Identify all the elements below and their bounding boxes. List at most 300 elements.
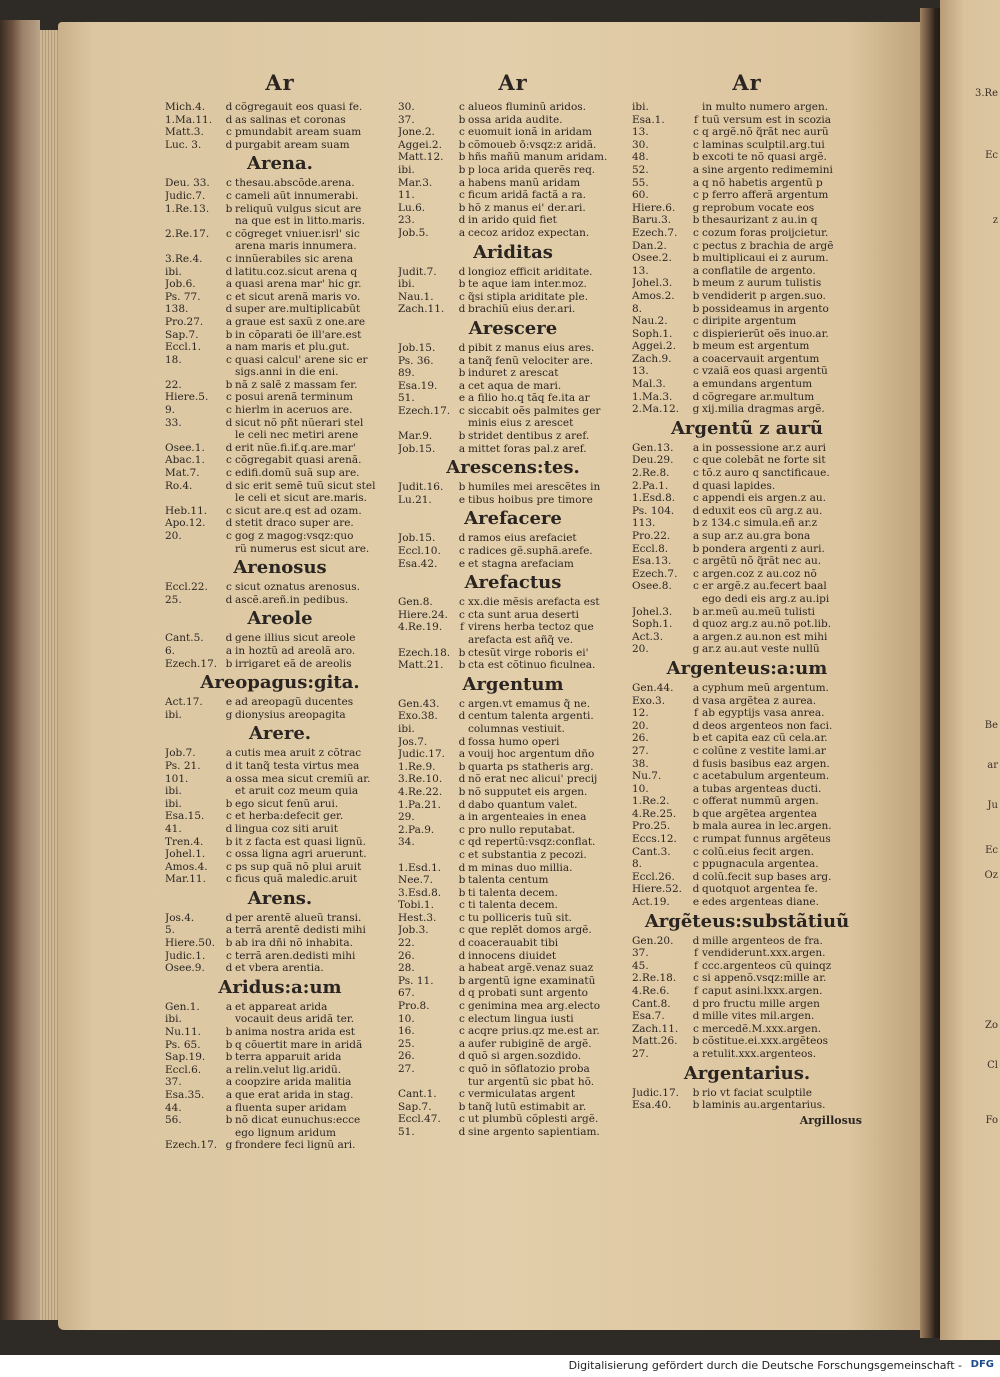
citation-ref: 13. (632, 365, 649, 378)
quotation-text: edifi.domũ suã sup are. (235, 467, 360, 480)
quotation-text: mille argenteos de fra. (702, 934, 823, 947)
concordance-line (165, 962, 395, 975)
concordance-line (165, 215, 395, 228)
concordance-line (632, 517, 862, 530)
citation-ref: Eccl.1. (165, 341, 202, 354)
section-letter: b (692, 151, 700, 164)
concordance-line (165, 329, 395, 342)
concordance-line (165, 316, 395, 329)
section-letter: c (226, 391, 232, 404)
concordance-line (398, 1038, 628, 1051)
quotation-text: appendi eis argen.z au. (702, 492, 826, 505)
section-letter: c (693, 467, 699, 480)
section-letter: b (458, 785, 466, 798)
quotation-text: nam maris et plu.gut. (235, 341, 350, 354)
section-letter: c (226, 467, 232, 480)
citation-ref: Sap.7. (165, 328, 199, 341)
citation-ref: Ps. 11. (398, 974, 434, 987)
quotation-text: quõ in sõflatozio proba (468, 1063, 590, 1075)
section-letter: d (692, 694, 700, 707)
section-letter: c (459, 848, 465, 861)
concordance-line (398, 773, 628, 786)
concordance-line (165, 429, 395, 442)
concordance-line (165, 1114, 395, 1127)
quotation-text: anima nostra arida est (235, 1026, 356, 1039)
section-letter: a (225, 341, 233, 354)
section-letter: c (226, 126, 232, 139)
citation-ref: Johel.3. (632, 605, 673, 618)
quotation-text: le celi et sicut are.maris. (235, 492, 367, 505)
citation-ref: 2.Pa.1. (632, 479, 669, 492)
section-letter: c (226, 848, 232, 861)
concordance-line (165, 454, 395, 467)
quotation-text: reprobum vocate eos (702, 201, 815, 214)
quotation-text: et aruit coz meum quia (235, 785, 359, 798)
quotation-text: ficum aridã factã a ra. (468, 189, 586, 202)
citation-ref: 1.Re.9. (398, 760, 436, 773)
section-letter: c (226, 353, 232, 366)
concordance-line (398, 114, 628, 127)
citation-ref: Matt.3. (165, 126, 204, 139)
section-letter: b (692, 1035, 700, 1048)
citation-ref: Hest.3. (398, 911, 437, 924)
quotation-text: dispierierũt oẽs inuo.ar. (702, 327, 829, 340)
section-letter: b (225, 1114, 233, 1127)
quotation-text: laminis au.argentarius. (702, 1099, 826, 1112)
concordance-line (632, 606, 862, 619)
section-letter: c (693, 744, 699, 757)
concordance-line (632, 846, 862, 859)
section-letter: c (226, 581, 232, 594)
quotation-text: excoti te nõ quasi argẽ. (702, 151, 827, 164)
quotation-text: terrã arentẽ dedisti mihi (235, 924, 366, 937)
section-letter: c (226, 290, 232, 303)
quotation-text: ramos eius arefaciet (468, 532, 577, 545)
concordance-line (165, 1076, 395, 1089)
section-letter: c (693, 226, 699, 239)
citation-ref: 89. (398, 367, 415, 380)
quotation-text: coacerauabit tibi (468, 937, 559, 950)
concordance-line (165, 1089, 395, 1102)
section-letter (223, 1013, 235, 1026)
quotation-text: mala aurea in lec.argen. (702, 820, 832, 833)
concordance-line (632, 151, 862, 164)
citation-ref: Amos.4. (165, 860, 208, 873)
concordance-line (632, 808, 862, 821)
concordance-line (165, 836, 395, 849)
concordance-line (165, 1102, 395, 1115)
concordance-line (165, 404, 395, 417)
section-letter: b (225, 1051, 233, 1064)
section-letter: a (225, 747, 233, 760)
concordance-line (632, 290, 862, 303)
section-letter: b (458, 974, 466, 987)
section-letter: b (692, 302, 700, 315)
section-letter: a (458, 379, 466, 392)
section-letter: a (692, 1047, 700, 1060)
citation-ref: 18. (165, 353, 182, 366)
quotation-text: in cõparati õe ill'are.est (235, 328, 362, 341)
concordance-line (632, 265, 862, 278)
citation-ref (165, 543, 223, 556)
section-letter: b (458, 1100, 466, 1113)
section-letter: a (225, 1000, 233, 1013)
quotation-text: colũ.fecit sup bases arg. (702, 870, 832, 883)
section-letter (223, 366, 235, 379)
section-letter: c (459, 189, 465, 202)
section-letter: b (458, 430, 466, 443)
concordance-line (398, 227, 628, 240)
quotation-text: pibit z manus eius ares. (468, 341, 595, 354)
concordance-line (398, 621, 628, 634)
section-letter: c (459, 596, 465, 609)
concordance-line (632, 126, 862, 139)
section-letter: d (225, 911, 233, 924)
next-page-fragment: Zo (985, 1020, 998, 1031)
citation-ref: Osee.8. (632, 580, 672, 593)
citation-ref: 20. (165, 530, 182, 542)
quotation-text: siccabit oẽs palmites ger (468, 404, 601, 417)
section-letter: b (458, 367, 466, 380)
concordance-line (398, 975, 628, 988)
citation-ref: 30. (632, 138, 649, 151)
citation-ref: 20. (632, 643, 649, 656)
entry-heading: Areopagus:gita. (200, 672, 360, 694)
section-letter: a (692, 176, 700, 189)
section-letter: d (458, 949, 466, 962)
quotation-text: thesaurizant z au.in q (702, 214, 818, 227)
section-letter: b (692, 732, 700, 745)
concordance-line (165, 391, 395, 404)
concordance-line (165, 848, 395, 861)
quotation-text: que argẽtea argentea (702, 807, 817, 820)
quotation-text: centum talenta argenti. (468, 710, 594, 723)
concordance-line (165, 228, 395, 241)
citation-ref: Gen.8. (398, 596, 433, 609)
concordance-line (398, 748, 628, 761)
column-2 (398, 70, 628, 1139)
quotation-text: stetit draco super are. (235, 517, 354, 530)
concordance-line (165, 1039, 395, 1052)
section-letter: c (693, 833, 699, 846)
citation-ref: Apo.12. (165, 517, 206, 530)
citation-ref: Mich.4. (165, 101, 206, 113)
quotation-text: xx.die mẽsis arefacta est (468, 596, 600, 609)
quotation-text: in hoztũ ad areolã aro. (235, 644, 356, 657)
section-letter: g (692, 403, 700, 416)
concordance-line (398, 392, 628, 405)
concordance-line (398, 532, 628, 545)
concordance-line (398, 355, 628, 368)
quotation-text: posui arenã terminum (235, 391, 353, 404)
citation-ref: Deu. 33. (165, 177, 210, 190)
citation-ref: Zach.11. (632, 1022, 679, 1035)
citation-ref: Eccl.8. (632, 542, 669, 555)
concordance-line (165, 139, 395, 152)
section-letter: d (692, 479, 700, 492)
dfg-logo: DFG (970, 1359, 994, 1370)
section-letter: a (458, 176, 466, 189)
citation-ref: Johel.1. (165, 848, 206, 861)
quotation-text: te aque iam inter.moz. (468, 278, 587, 291)
citation-ref: 28. (398, 962, 415, 975)
concordance-line (165, 924, 395, 937)
concordance-line (632, 783, 862, 796)
quotation-text: ad areopagũ ducentes (235, 696, 354, 709)
concordance-line (165, 581, 395, 594)
quotation-text: quarta ps statheris arg. (468, 760, 594, 773)
concordance-line (632, 303, 862, 316)
quotation-text: cozum foras proijcietur. (702, 226, 829, 239)
citation-ref: Zach.11. (398, 303, 445, 316)
section-letter: a (692, 530, 700, 542)
quotation-text: argen.vt emamus q̃ ne. (468, 697, 591, 710)
section-letter: b (458, 201, 466, 214)
citation-ref: Gen.44. (632, 681, 674, 694)
citation-ref: Ezech.7. (632, 567, 678, 580)
section-letter: e (458, 493, 466, 506)
quotation-text: si appenõ.vsqz:mille ar. (702, 972, 827, 985)
running-head: Ar (498, 70, 528, 95)
concordance-line (632, 467, 862, 480)
concordance-line (398, 202, 628, 215)
concordance-line (398, 266, 628, 279)
quotation-text: q argẽ.nõ q̃rãt nec aurũ (702, 126, 829, 139)
concordance-line (632, 883, 862, 896)
quotation-text: colũne z vestite lami.ar (702, 744, 826, 757)
citation-ref: Esa.7. (632, 1010, 665, 1023)
citation-ref: 48. (632, 151, 649, 164)
concordance-line (632, 896, 862, 909)
quotation-text: ascẽ.areñ.in pedibus. (235, 593, 349, 606)
section-letter: c (459, 290, 465, 303)
section-letter: c (693, 315, 699, 328)
citation-ref: 25. (165, 593, 182, 606)
concordance-line (632, 530, 862, 543)
concordance-line (632, 315, 862, 328)
concordance-line (398, 430, 628, 443)
quotation-text: q̃si stipla ariditate ple. (468, 290, 589, 303)
concordance-line (398, 950, 628, 963)
section-letter: d (458, 937, 466, 950)
section-letter: c (226, 504, 232, 517)
concordance-line (632, 353, 862, 366)
quotation-text: hñs mañũ manum aridam. (468, 151, 608, 164)
section-letter: a (692, 352, 700, 365)
concordance-line (632, 164, 862, 177)
citation-ref: Jos.4. (165, 911, 195, 924)
section-letter: c (459, 924, 465, 937)
citation-ref: Act.19. (632, 896, 670, 909)
citation-ref: Mar.3. (398, 176, 433, 189)
quotation-text: et vbera arentia. (235, 962, 324, 975)
concordance-line (165, 114, 395, 127)
concordance-line (632, 795, 862, 808)
quotation-text: vocauit deus aridã ter. (235, 1013, 355, 1026)
quotation-text: purgabit aream suam (235, 138, 350, 151)
quotation-text: ego dedi eis arg.z au.ipi (702, 592, 830, 605)
citation-ref: 11. (398, 189, 415, 202)
section-letter: b (225, 328, 233, 341)
citation-ref: Eccs.12. (632, 833, 677, 846)
section-letter: c (226, 949, 232, 962)
section-letter (223, 240, 235, 253)
quotation-text: terrã aren.dedisti mihi (235, 949, 356, 962)
section-letter: c (693, 138, 699, 151)
entry-heading: Argentarius. (683, 1062, 811, 1084)
quotation-text: na que est in litto.maris. (235, 215, 365, 228)
quotation-text: q probati sunt argento (468, 987, 589, 1000)
entry-heading: Argẽteus:substãtiuũ (644, 910, 850, 932)
quotation-text: tubas argenteas ducti. (702, 782, 822, 795)
citation-ref: Mar.11. (165, 873, 206, 886)
quotation-text: radices gẽ.suphã.arefe. (468, 545, 593, 558)
section-letter: d (692, 997, 700, 1010)
citation-ref: Judic.17. (632, 1086, 679, 1099)
section-letter: f (694, 707, 698, 720)
citation-ref: Ezech.7. (632, 226, 678, 239)
concordance-line (398, 342, 628, 355)
concordance-line (165, 354, 395, 367)
concordance-line (632, 1023, 862, 1036)
section-letter: c (693, 795, 699, 808)
citation-ref: ibi. (398, 163, 415, 176)
section-letter: c (693, 239, 699, 252)
concordance-line (165, 517, 395, 530)
next-page-fragment: z (992, 215, 998, 226)
section-letter: b (458, 151, 466, 164)
section-letter (690, 101, 702, 114)
quotation-text: colũ.eius fecit argen. (702, 845, 814, 858)
citation-ref: 27. (398, 1063, 415, 1075)
concordance-line (632, 960, 862, 973)
section-letter: c (226, 252, 232, 265)
footer-bar (0, 1355, 1000, 1377)
concordance-line (165, 1013, 395, 1026)
section-letter: b (458, 646, 466, 659)
citation-ref: Abac.1. (165, 454, 205, 467)
concordance-line (398, 634, 628, 647)
citation-ref: Soph.1. (632, 327, 673, 340)
quotation-text: ossa ligna agri aruerunt. (235, 848, 367, 861)
concordance-line (398, 723, 628, 736)
quotation-text: arefacta est añq̃ ve. (468, 634, 574, 646)
citation-ref: Job.15. (398, 442, 436, 455)
concordance-line (165, 1139, 395, 1152)
quotation-text: ossa mea sicut cremiũ ar. (235, 772, 371, 785)
citation-ref: Ps. 104. (632, 504, 675, 517)
section-letter: b (692, 289, 700, 302)
section-letter: f (694, 959, 698, 972)
citation-ref: 26. (398, 949, 415, 962)
concordance-line (165, 442, 395, 455)
section-letter: c (459, 899, 465, 912)
concordance-line (632, 252, 862, 265)
concordance-line (165, 291, 395, 304)
citation-ref: Ps. 36. (398, 354, 434, 367)
section-letter: b (225, 378, 233, 391)
citation-ref: 27. (632, 744, 649, 757)
citation-ref (632, 593, 690, 606)
quotation-text: pondera argenti z auri. (702, 542, 825, 555)
citation-ref: Cant.1. (398, 1088, 437, 1101)
quotation-text: mercedẽ.M.xxx.argen. (702, 1022, 822, 1035)
concordance-line (165, 530, 395, 543)
citation-ref: 6. (165, 644, 176, 657)
section-letter: b (458, 760, 466, 773)
section-letter: c (226, 530, 232, 542)
concordance-line (632, 580, 862, 593)
section-letter: a (692, 681, 700, 694)
next-page-fragment: Oz (984, 870, 998, 881)
section-letter: f (694, 947, 698, 960)
entry-heading: Argenteus:a:um (666, 657, 828, 679)
concordance-line (165, 912, 395, 925)
citation-ref: Tobi.1. (398, 899, 434, 912)
citation-ref: Hiere.5. (165, 391, 209, 404)
concordance-line (398, 177, 628, 190)
citation-ref (165, 1127, 223, 1140)
quotation-text: fusis basibus eaz argen. (702, 757, 830, 770)
concordance-line (165, 492, 395, 505)
quotation-text: que replẽt domos argẽ. (468, 924, 592, 937)
citation-ref: Tren.4. (165, 835, 204, 848)
citation-ref (165, 215, 223, 228)
citation-ref: 9. (165, 404, 176, 417)
concordance-line (632, 543, 862, 556)
section-letter: d (458, 1125, 466, 1138)
section-letter (223, 429, 235, 442)
concordance-line (398, 1113, 628, 1126)
quotation-text: quasi calcul' arene sic er (235, 353, 368, 366)
quotation-text: hõ z manus ei' der.ari. (468, 201, 586, 214)
quotation-text: relin.velut lig.aridũ. (235, 1063, 342, 1076)
section-letter: b (458, 138, 466, 151)
quotation-text: quoz arg.z au.nõ pot.lib. (702, 618, 832, 631)
next-page-fragment: ar (987, 760, 998, 771)
concordance-line (632, 947, 862, 960)
section-letter: c (226, 860, 232, 873)
quotation-text: vasa argẽtea z aurea. (702, 694, 817, 707)
concordance-line (398, 494, 628, 507)
quotation-text: sic erit semẽ tuũ sicut stel (235, 479, 376, 492)
quotation-text: argẽtũ nõ q̃rãt nec au. (702, 555, 822, 568)
section-letter: d (458, 710, 466, 723)
concordance-line (632, 555, 862, 568)
concordance-line (165, 645, 395, 658)
concordance-line (632, 442, 862, 455)
section-letter: a (458, 442, 466, 455)
concordance-line (632, 328, 862, 341)
citation-ref: Amos.2. (632, 289, 675, 302)
quotation-text: et herba:defecit ger. (235, 810, 344, 823)
citation-ref: Nau.2. (632, 315, 668, 328)
quotation-text: emundans argentum (702, 378, 813, 391)
citation-ref (398, 849, 456, 862)
citation-ref: Esa.13. (632, 555, 672, 568)
concordance-line (165, 658, 395, 671)
section-letter: c (459, 1000, 465, 1013)
citation-ref: 22. (398, 937, 415, 950)
section-letter: c (693, 845, 699, 858)
concordance-line (165, 1127, 395, 1140)
citation-ref: 51. (398, 392, 415, 405)
citation-ref: 38. (632, 757, 649, 770)
quotation-text: sine argento redimemini (702, 163, 833, 176)
quotation-text: nã z salẽ z massam fer. (235, 378, 358, 391)
concordance-line (165, 696, 395, 709)
concordance-line (632, 214, 862, 227)
